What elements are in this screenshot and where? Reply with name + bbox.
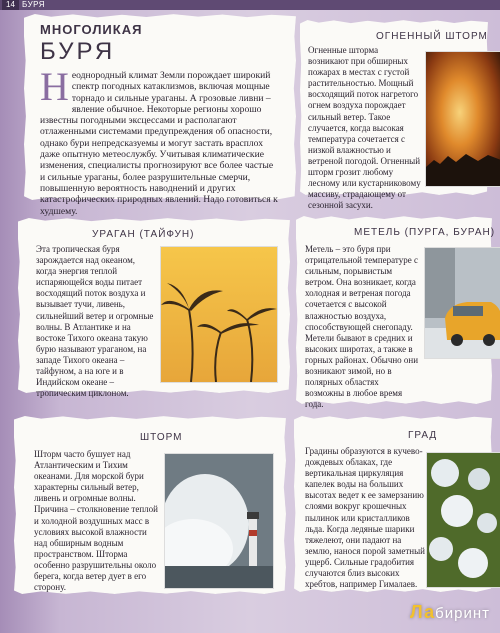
hurricane-photo [160,246,278,383]
hail-photo [426,452,500,588]
hail-text: Градины образуются в кучево-дождевых облаках, где вертикальная циркуляция капелек воды на больших высотах ведет к ее замерзанию слоями вокруг крошечных пылинок или кристалликов льда. Когда ледяные шарики тяжелеют, они падают на землю, нанося порой заметный ущерб. Сильные градобития случаются близ высоких хребтов, например Гималаев. [305,446,425,590]
blizzard-photo [424,247,500,359]
intro-text: еоднородный климат Земли порождает широкий спектр погодных катаклизмов, включая мощные торнадо и сильные ураганы. А грозовые ливни – явление обычное. Некоторые регионы хорошо известны погодными эксцессами и располагают отлаженными системами предупреждения об опасности, однако бури непредсказуемы и могут застать врасплох даже опытную метеослужбу. Учитывая климатические изменения, специалисты прогнозируют все более частые и сильные ураганы, более разрушительные смерчи, повышенную вероятность наводнений и других катастрофических природных явлений. Надо готовиться к худшему. [40,70,278,217]
fire-image [426,52,500,186]
drop-cap: Н [40,64,69,109]
hurricane-title: УРАГАН (ТАЙФУН) [92,229,195,240]
fire-storm-title: ОГНЕННЫЙ ШТОРМ [376,31,488,42]
sea-storm-photo [164,453,274,589]
running-title: БУРЯ [22,0,46,9]
hurricane-text: Эта тропическая буря зарождается над океаном, когда энергия теплой испаряющейся воды питает восходящий поток воздуха и вызывает тучи, ливень, сильнейший ветер и огромные волны. В Атлантике и на востоке Тихого океана такую бурю называют ураганом, на западе Тихого океана – тайфуном, а на юге и в Индийском океане – тропическим циклоном. [36,244,154,399]
hail-title: ГРАД [408,430,438,441]
sea-storm-title: ШТОРМ [140,432,183,443]
wave-lighthouse-image [165,454,273,588]
header-bar [0,0,500,10]
fire-storm-text: Огненные шторма возникают при обширных пожарах в местах с густой растительностью. Мощный восходящий поток нагретого огнем воздуха порождает сильный ветер. Такое случается, когда высокая температура сочетается с низкой влажностью и ветреной погодой. Огненный шторм грозит любому лесному или кустарниковому массиву, страдающему от сезонной засухи. [308,45,421,211]
sea-storm-text: Шторм часто бушует над Атлантическим и Тихим океанами. Для морской бури характерны сильный ветер, ливень и огромные волны. Причина – столкновение теплой и холодной воздушных масс в условиях высокой влажности над обширным водным пространством. Шторма особенно разрушительны около берега, когда ветер дует в его сторону. [34,449,158,593]
page-title-line1: МНОГОЛИКАЯ [40,22,143,37]
watermark-logo: Лабиринт [410,602,490,622]
blizzard-text: Метель – это буря при отрицательной температуре с сильным, порывистым ветром. Она возникает, когда холодная и ветреная погода сочетается с высокой влажностью воздуха, способствующей снегопаду. Метели бывают в средних и высоких широтах, а также в горных районах. Обычно они возникают зимой, но в полярных областях возможны в любое время года. [305,244,419,410]
snowy-car-image [425,248,500,358]
palm-trees-image [161,247,277,382]
hailstones-image [427,453,500,587]
fire-storm-photo [425,51,500,187]
intro-paragraph [40,64,280,217]
page-title-line2: БУРЯ [40,38,116,65]
page-number: 14 [2,0,19,10]
blizzard-title: МЕТЕЛЬ (ПУРГА, БУРАН) [354,227,496,238]
